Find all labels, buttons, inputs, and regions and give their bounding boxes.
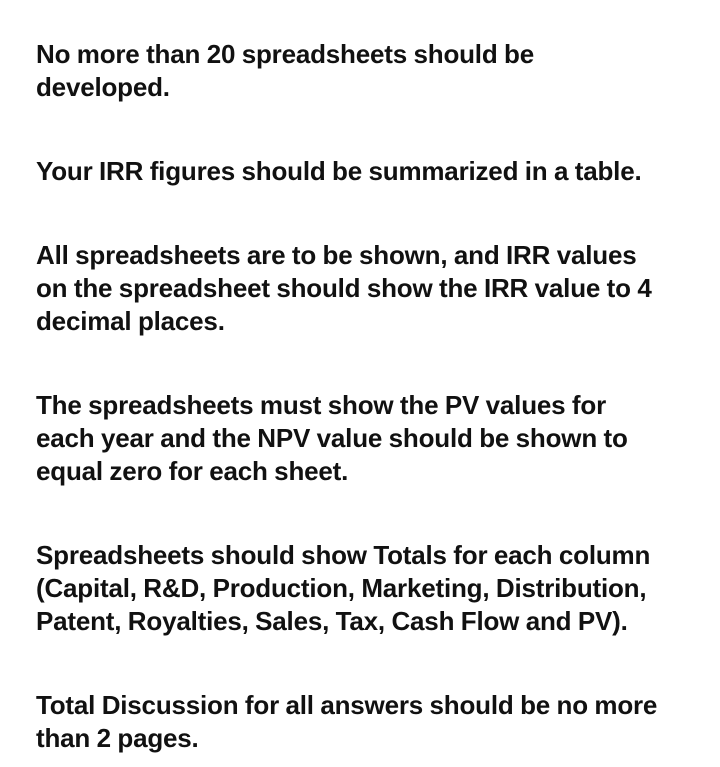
text-line: Your IRR figures should be summarized in a table.: [36, 156, 642, 186]
text-line: Total Discussion for all answers should be no more: [36, 690, 658, 720]
text-line: Spreadsheets should show Totals for each column: [36, 540, 651, 570]
instructions-document: [36, 38, 696, 755]
text-line: equal zero for each sheet.: [36, 456, 349, 486]
text-line: developed.: [36, 72, 170, 102]
paragraph-discussion-length: [36, 689, 696, 755]
text-line: on the spreadsheet should show the IRR value to 4: [36, 273, 652, 303]
text-line: each year and the NPV value should be shown to: [36, 423, 628, 453]
paragraph-irr-decimals: [36, 239, 696, 338]
paragraph-pv-npv: [36, 389, 696, 488]
text-line: decimal places.: [36, 306, 225, 336]
text-line: Patent, Royalties, Sales, Tax, Cash Flow and PV).: [36, 606, 628, 636]
paragraph-irr-table: [36, 155, 696, 188]
paragraph-column-totals: [36, 539, 696, 638]
text-line: No more than 20 spreadsheets should be: [36, 39, 534, 69]
text-line: The spreadsheets must show the PV values for: [36, 390, 606, 420]
text-line: All spreadsheets are to be shown, and IRR values: [36, 240, 637, 270]
text-line: than 2 pages.: [36, 723, 199, 753]
text-line: (Capital, R&D, Production, Marketing, Distribution,: [36, 573, 647, 603]
paragraph-spreadsheet-limit: [36, 38, 696, 104]
